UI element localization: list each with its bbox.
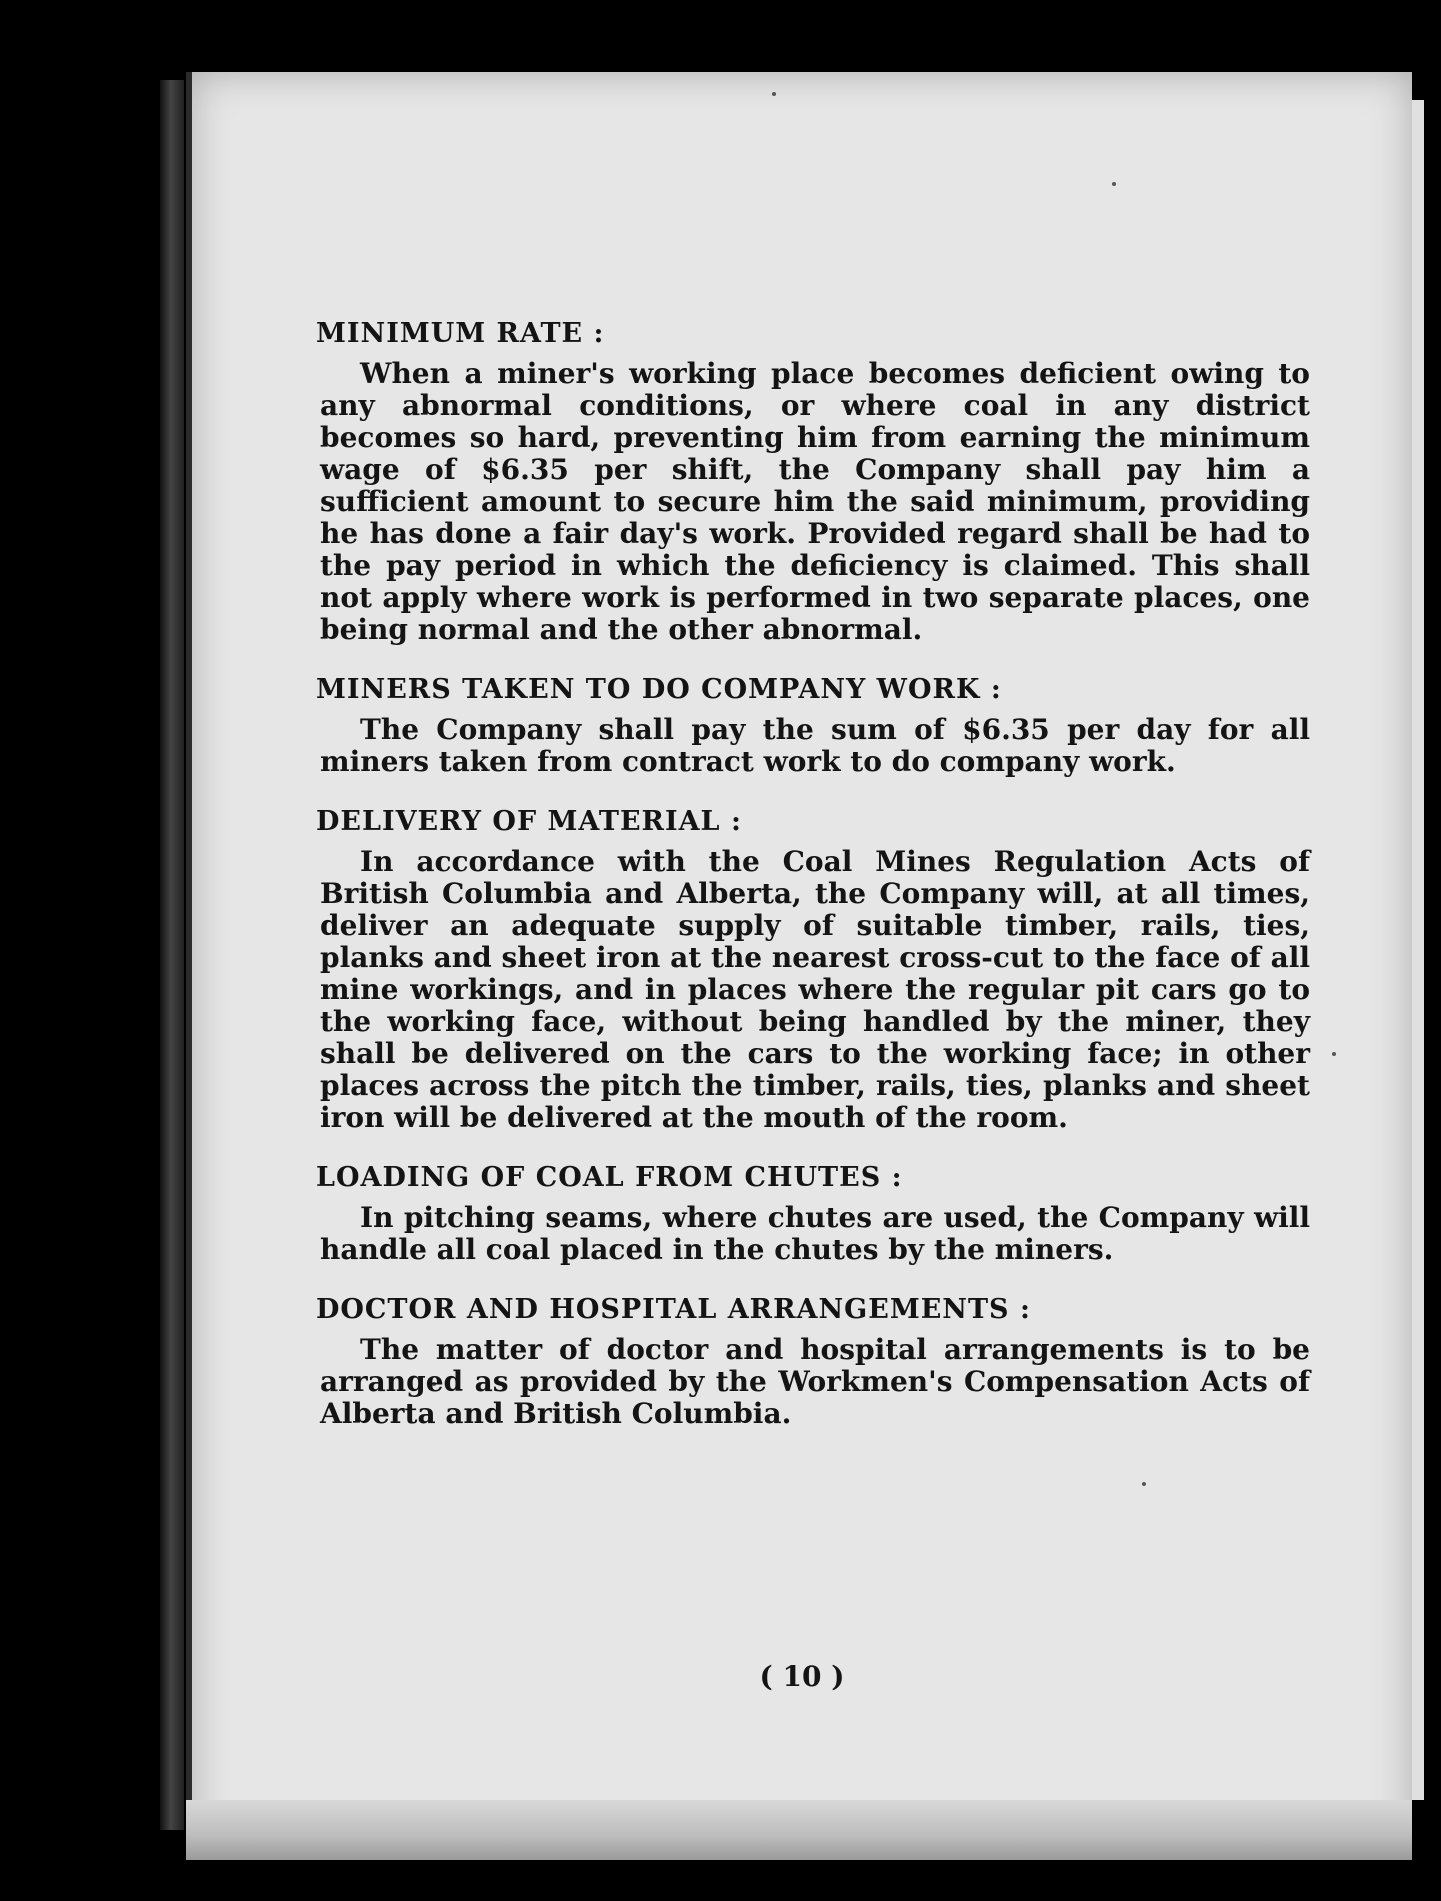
section-heading: MINERS TAKEN TO DO COMPANY WORK : bbox=[316, 674, 1002, 705]
section-doctor-hospital bbox=[316, 1294, 1310, 1430]
speck bbox=[1332, 1052, 1336, 1056]
section-delivery-of-material bbox=[316, 806, 1310, 1134]
section-paragraph: The Company shall pay the sum of $6.35 per day for all miners taken from contract work to do company work. bbox=[320, 713, 1310, 778]
book-spine bbox=[160, 80, 184, 1830]
page-bottom-edge bbox=[186, 1800, 1412, 1860]
document-body bbox=[316, 318, 1310, 1458]
section-heading: DELIVERY OF MATERIAL : bbox=[316, 806, 742, 837]
page-number: ( 10 ) bbox=[759, 1660, 845, 1693]
section-miners-company-work bbox=[316, 674, 1310, 778]
section-paragraph: When a miner's working place becomes deficient owing to any abnormal conditions, or where coal in any district becomes so hard, preventing him from earning the minimum wage of $6.35 per shift, the Company shall pay him a sufficient amount to secure him the said minimum, providing he has done a fair day's work. Provided regard shall be had to the pay period in which the deficiency is claimed. This shall not apply where work is performed in two separate places, one being normal and the other abnormal. bbox=[320, 357, 1310, 646]
section-paragraph: The matter of doctor and hospital arrangements is to be arranged as provided by the Workmen's Compensation Acts of Alberta and British Columbia. bbox=[320, 1333, 1310, 1430]
section-heading: MINIMUM RATE : bbox=[316, 318, 605, 349]
facing-page-edge bbox=[1412, 100, 1424, 1800]
section-heading: LOADING OF COAL FROM CHUTES : bbox=[316, 1162, 903, 1193]
speck bbox=[1142, 1482, 1146, 1486]
section-paragraph: In accordance with the Coal Mines Regulation Acts of British Columbia and Alberta, the Company will, at all times, deliver an adequate supply of suitable timber, rails, ties, planks and sheet iron at the nearest cross-cut to the face of all mine workings, and in places where the regular pit cars go to the working face, without being handled by the miner, they shall be delivered on the cars to the working face; in other places across the pitch the timber, rails, ties, planks and sheet iron will be delivered at the mouth of the room. bbox=[320, 845, 1310, 1134]
section-loading-of-coal bbox=[316, 1162, 1310, 1266]
speck bbox=[1112, 182, 1116, 186]
section-heading: DOCTOR AND HOSPITAL ARRANGEMENTS : bbox=[316, 1294, 1031, 1325]
section-paragraph: In pitching seams, where chutes are used, the Company will handle all coal placed in the chutes by the miners. bbox=[320, 1201, 1310, 1266]
section-minimum-rate bbox=[316, 318, 1310, 646]
speck bbox=[772, 92, 776, 96]
